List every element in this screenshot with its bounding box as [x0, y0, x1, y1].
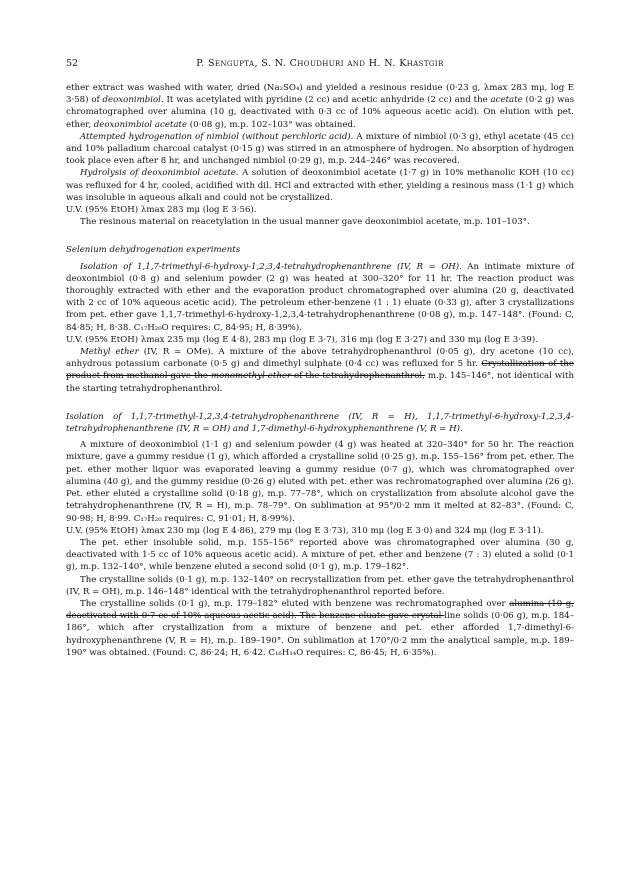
section-heading: Selenium dehydrogenation experiments	[66, 245, 241, 256]
paragraph: The pet. ether insoluble solid, m.p. 155–156° reported above was chromatographed over alumina (30 g, deactivated with 1·5 cc of 10% aqueous acetic acid). A mixture of pet. ether and benzene (7 : 3) eluted a solid (0·1 g), m.p. 132–140°, while benzene eluted a second solid (0·1 g), m.p. 179–182°.	[66, 537, 574, 573]
uv-line: U.V. (95% EtOH) λmax 230 mμ (log E 4·86), 279 mμ (log E 3·73), 310 mμ (log E 3·0) and 324 mμ (log E 3·11).	[66, 525, 544, 536]
page-number: 52	[66, 58, 79, 69]
struck-text: Crystallization of the product from methanol gave the monomethyl ether of the tetrahydrophenanthrol,	[66, 359, 574, 382]
paragraph-hydrolysis: Hydrolysis of deoxonimbiol acetate. A solution of deoxonimbiol acetate (1·7 g) in 10% methanolic KOH (10 cc) was refluxed for 4 hr, cooled, acidified with dil. HCl and extracted with ether, yielding a resinous mass (1·1 g) which was insoluble in aqueous alkali and could not be crystallized.	[66, 168, 574, 203]
paragraph: ether extract was washed with water, dried (Na₂SO₄) and yielded a resinous residue (0·23 g, λmax 283 mμ, log E 3·58) of deoxonimbiol. It was acetylated with pyridine (2 cc) and acetic anhydride (2 cc) and the acetate (0·2 g) was chromatographed over alumina (10 g, deactivated with 0·3 cc of 10% aqueous acetic acid). On elution with pet. ether, deoxonimbiol acetate (0·08 g), m.p. 102–103° was obtained.	[66, 83, 574, 130]
running-header	[66, 58, 574, 72]
paragraph-isolation: Isolation of 1,1,7-trimethyl-6-hydroxy-1,2,3,4-tetrahydrophenanthrene (IV, R = OH). An intimate mixture of deoxonimbiol (0·8 g) and selenium powder (2 g) was heated at 300–320° for 11 hr. The reaction product was thoroughly extracted with ether and the evaporation product chromatographed over alumina (20 g, deactivated with 2 cc of 10% aqueous acetic acid). The petroleum ether-benzene (1 : 1) eluate (0·33 g), after 3 crystallizations from pet. ether gave 1,1,7-trimethyl-6-hydroxy-1,2,3,4-tetrahydrophenanthrene (0·08 g), m.p. 147–148°. (Found: C, 84·85; H, 8·38. C₁₇H₂₀O requires: C, 84·95; H, 8·39%).	[66, 261, 574, 333]
journal-page	[66, 58, 574, 659]
uv-line: U.V. (95% EtOH) λmax 283 mμ (log E 3·56).	[66, 205, 257, 216]
paragraph: A mixture of deoxonimbiol (1·1 g) and selenium powder (4 g) was heated at 320–340° for 50 hr. The reaction mixture, gave a gummy residue (1 g), which afforded a crystalline solid (0·25 g), m.p. 155–156° from pet. ether. The pet. ether mother liquor was evaporated leaving a gummy residue (0·7 g), which was chromatographed over alumina (40 g), and the gummy residue (0·26 g) eluted with pet. ether was rechromatographed over alumina (26 g). Pet. ether eluted a crystalline solid (0·18 g), m.p. 77–78°, which on crystallization from absolute alcohol gave the tetrahydrophenanthrene (IV, R = H), m.p. 78–79°. On sublimation at 95°/0·2 mm it melted at 82–83°. (Found: C, 90·98; H, 8·99. C₁₇H₂₀ requires: C, 91·01; H, 8·99%).	[66, 440, 574, 524]
paragraph: The crystalline solids (0·1 g), m.p. 179–182° eluted with benzene was rechromatographed over alumina (10 g, deactivated with 0·7 cc of 10% aqueous acetic acid). The benzene eluate gave crystal-line solids (0·06 g), m.p. 184–186°, which after crystallization from a mixture of benzene and pet. ether afforded 1,7-dimethyl-6-hydroxyphenanthrene (V, R = H), m.p. 189–190°. On sublimation at 170°/0·2 mm the analytical sample, m.p. 189–190° was obtained. (Found: C, 86·24; H, 6·42. C₁₆H₁₄O requires: C, 86·45; H, 6·35%).	[66, 598, 575, 658]
article-body	[66, 82, 574, 659]
paragraph-methyl-ether: Methyl ether (IV, R = OMe). A mixture of the above tetrahydrophenanthrol (0·05 g), dry acetone (10 cc), anhydrous potassium carbonate (0·5 g) and dimethyl sulphate (0·4 cc) was refluxed for 5 hr. Crystallization of the product from methanol gave the monomethyl ether of the tetrahydrophenanthrol, m.p. 145–146°, not identical with the starting tetrahydrophenanthrol.	[66, 347, 574, 394]
running-header-authors: P. Sengupta, S. N. Choudhuri and H. N. Khastgir	[196, 58, 444, 69]
struck-text: alumina (10 g, deactivated with 0·7 cc of 10% aqueous acetic acid). The benzene eluate gave crystal-	[66, 598, 574, 622]
paragraph: The crystalline solids (0·1 g), m.p. 132–140° on recrystallization from pet. ether gave the tetrahydrophenanthrol (IV, R = OH), m.p. 146–148° identical with the tetrahydrophenanthrol reported before.	[66, 574, 574, 597]
section-heading: Isolation of 1,1,7-trimethyl-1,2,3,4-tetrahydrophenanthrene (IV, R = H), 1,1,7-trimethyl-6-hydroxy-1,2,3,4-tetrahydrophenanthrene (IV, R = OH) and 1,7-dimethyl-6-hydroxyphenanthrene (V, R = H).	[66, 411, 574, 435]
paragraph: The resinous material on reacetylation in the usual manner gave deoxonimbiol acetate, m.p. 101–103°.	[80, 217, 530, 228]
uv-line: U.V. (95% EtOH) λmax 235 mμ (log E 4·8), 283 mμ (log E 3·7), 316 mμ (log E 3·27) and 330 mμ (log E 3·39).	[66, 334, 538, 345]
paragraph-hydrogenation: Attempted hydrogenation of nimbiol (without perchloric acid). A mixture of nimbiol (0·3 g), ethyl acetate (45 cc) and 10% palladium charcoal catalyst (0·15 g) was stirred in an atmosphere of hydrogen. No absorption of hydrogen took place even after 8 hr, and unchanged nimbiol (0·29 g), m.p. 244–246° was recovered.	[66, 131, 574, 167]
